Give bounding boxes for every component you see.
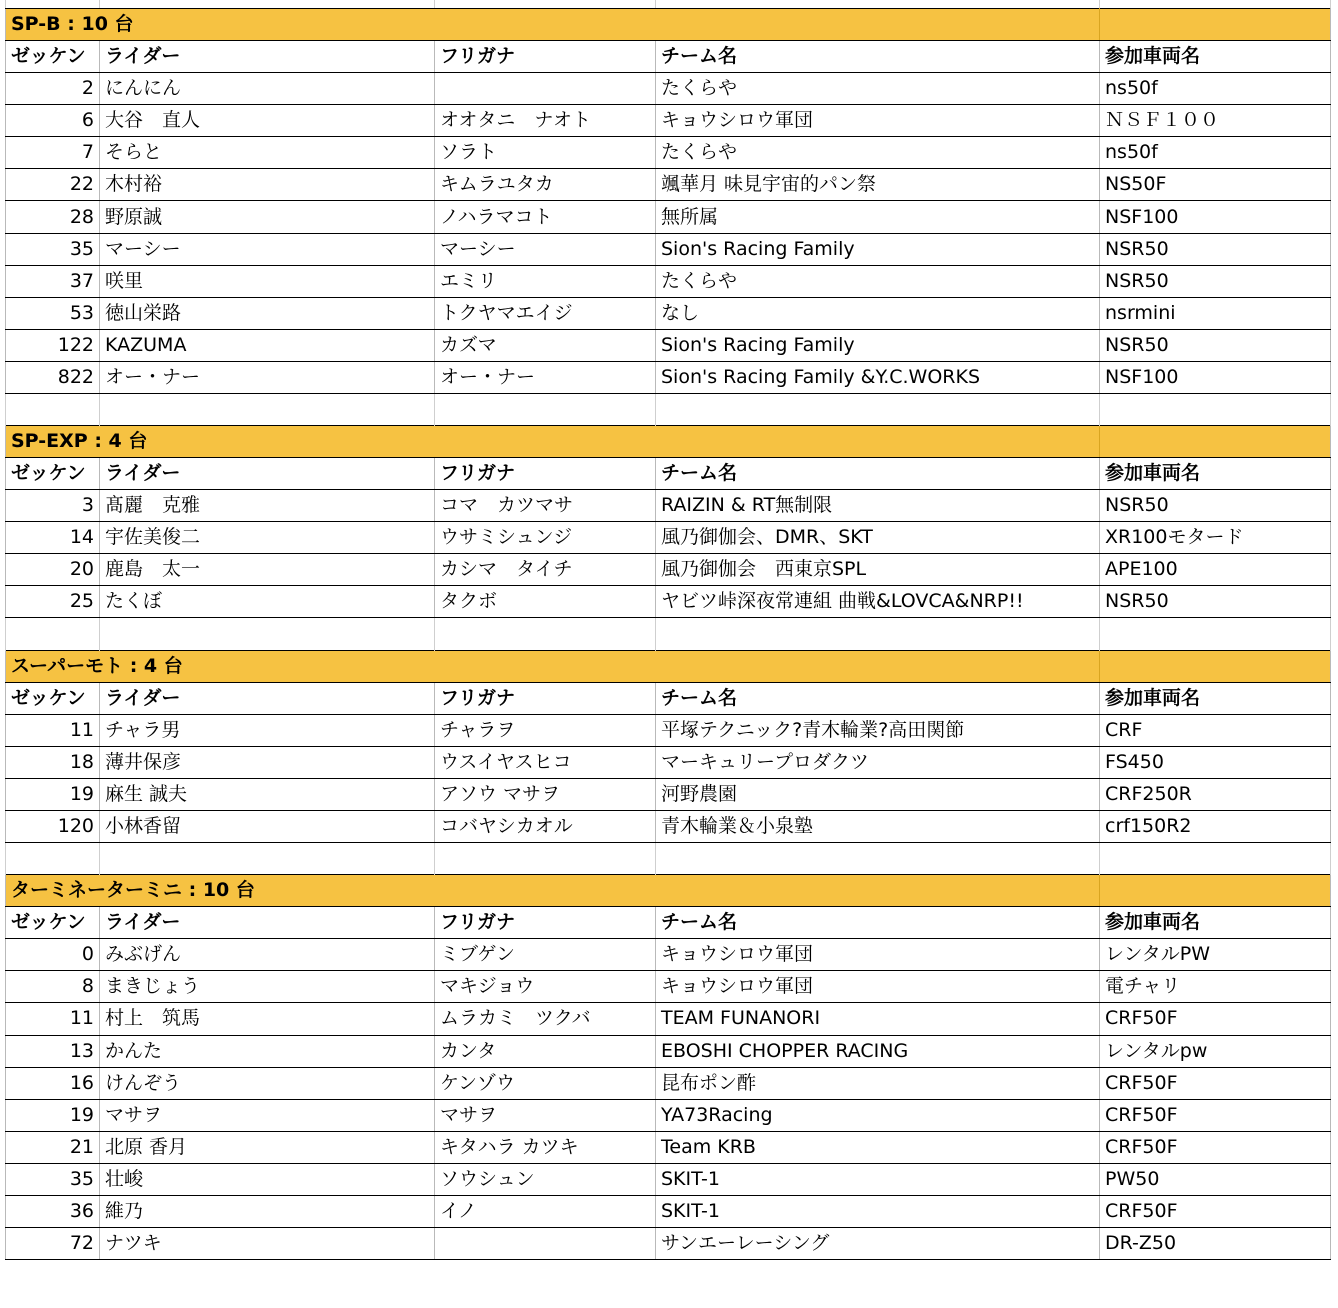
cell-vehicle[interactable]: NSR50 — [1100, 586, 1331, 618]
cell-team[interactable]: YA73Racing — [656, 1099, 1100, 1131]
cell-team[interactable]: キョウシロウ軍団 — [656, 971, 1100, 1003]
cell-furigana[interactable]: ソラト — [435, 137, 656, 169]
cell-rider[interactable]: KAZUMA — [100, 329, 435, 361]
cell-team[interactable]: キョウシロウ軍団 — [656, 939, 1100, 971]
cell-furigana[interactable]: オオタニ ナオト — [435, 105, 656, 137]
column-header-row — [6, 41, 1331, 73]
cell-vehicle[interactable]: CRF — [1100, 714, 1331, 746]
column-header-number[interactable]: ゼッケン — [6, 682, 100, 714]
cell-number[interactable]: 28 — [6, 201, 100, 233]
cell-team[interactable]: キョウシロウ軍団 — [656, 105, 1100, 137]
blank-row — [6, 618, 1331, 650]
column-header-row — [6, 682, 1331, 714]
table-row — [6, 1003, 1331, 1035]
cell-team[interactable]: SKIT-1 — [656, 1195, 1100, 1227]
cell-furigana[interactable]: ソウシュン — [435, 1163, 656, 1195]
cell-team[interactable]: RAIZIN & RT無制限 — [656, 490, 1100, 522]
cell-team[interactable]: Team KRB — [656, 1131, 1100, 1163]
cell-number[interactable]: 11 — [6, 714, 100, 746]
cell-rider[interactable]: 大谷 直人 — [100, 105, 435, 137]
cell-vehicle[interactable]: ns50f — [1100, 73, 1331, 105]
cell-number[interactable]: 25 — [6, 586, 100, 618]
cell-furigana[interactable]: キタハラ カツキ — [435, 1131, 656, 1163]
cell-furigana[interactable] — [435, 1227, 656, 1259]
column-header-row — [6, 458, 1331, 490]
cell-team[interactable]: たくらや — [656, 265, 1100, 297]
section-header — [6, 650, 1331, 682]
cell-number[interactable]: 2 — [6, 73, 100, 105]
column-header-rider[interactable]: ライダー — [100, 458, 435, 490]
column-header-vehicle[interactable]: 参加車両名 — [1100, 41, 1331, 73]
cell-number[interactable]: 53 — [6, 297, 100, 329]
column-header-row — [6, 907, 1331, 939]
cell-rider[interactable]: 咲里 — [100, 265, 435, 297]
cell-team[interactable]: たくらや — [656, 137, 1100, 169]
cell-vehicle[interactable]: CRF50F — [1100, 1195, 1331, 1227]
column-header-team[interactable]: チーム名 — [656, 682, 1100, 714]
section-header-empty-cell[interactable] — [1100, 650, 1331, 682]
cell-number[interactable]: 14 — [6, 522, 100, 554]
cell-rider[interactable]: 村上 筑馬 — [100, 1003, 435, 1035]
cell-rider[interactable]: 鹿島 太一 — [100, 554, 435, 586]
cell-rider[interactable]: 木村裕 — [100, 169, 435, 201]
table-row — [6, 1195, 1331, 1227]
table-row — [6, 714, 1331, 746]
table-row — [6, 361, 1331, 393]
cell-number[interactable]: 21 — [6, 1131, 100, 1163]
column-header-team[interactable]: チーム名 — [656, 41, 1100, 73]
cell-furigana[interactable]: ムラカミ ツクバ — [435, 1003, 656, 1035]
table-row — [6, 137, 1331, 169]
empty-cell[interactable] — [100, 843, 435, 875]
cell-vehicle[interactable]: ＮＳＦ１００ — [1100, 105, 1331, 137]
entry-table — [5, 8, 1331, 1260]
cell-vehicle[interactable]: crf150R2 — [1100, 810, 1331, 842]
cell-team[interactable]: Sion's Racing Family — [656, 329, 1100, 361]
column-header-number[interactable]: ゼッケン — [6, 458, 100, 490]
cell-furigana[interactable]: ミブゲン — [435, 939, 656, 971]
table-row — [6, 586, 1331, 618]
table-row — [6, 1131, 1331, 1163]
cell-vehicle[interactable]: CRF250R — [1100, 778, 1331, 810]
cell-furigana[interactable]: カンタ — [435, 1035, 656, 1067]
table-row — [6, 939, 1331, 971]
cell-furigana[interactable]: ウサミシュンジ — [435, 522, 656, 554]
cell-team[interactable]: ヤビツ峠深夜常連組 曲戦&LOVCA&NRP!! — [656, 586, 1100, 618]
cell-number[interactable]: 3 — [6, 490, 100, 522]
table-row — [6, 490, 1331, 522]
section-header-empty-cell[interactable] — [1100, 426, 1331, 458]
cell-number[interactable]: 22 — [6, 169, 100, 201]
table-row — [6, 1099, 1331, 1131]
section-header-empty-cell[interactable] — [1100, 9, 1331, 41]
empty-cell[interactable] — [100, 393, 435, 425]
column-header-furigana[interactable]: フリガナ — [435, 41, 656, 73]
empty-cell[interactable] — [1100, 618, 1331, 650]
cell-rider[interactable]: 野原誠 — [100, 201, 435, 233]
column-header-furigana[interactable]: フリガナ — [435, 682, 656, 714]
cell-team[interactable]: 無所属 — [656, 201, 1100, 233]
section-title[interactable]: SP-B : 10 台 — [6, 9, 1100, 41]
cell-rider[interactable]: けんぞう — [100, 1067, 435, 1099]
cell-team[interactable]: EBOSHI CHOPPER RACING — [656, 1035, 1100, 1067]
section-header — [6, 426, 1331, 458]
cell-number[interactable]: 19 — [6, 778, 100, 810]
table-row — [6, 810, 1331, 842]
cell-furigana[interactable] — [435, 73, 656, 105]
cell-team[interactable]: たくらや — [656, 73, 1100, 105]
empty-cell[interactable] — [1100, 843, 1331, 875]
cell-vehicle[interactable]: PW50 — [1100, 1163, 1331, 1195]
entry-list-sheet — [5, 8, 1331, 1260]
table-row — [6, 1227, 1331, 1259]
column-header-number[interactable]: ゼッケン — [6, 907, 100, 939]
empty-cell[interactable] — [656, 843, 1100, 875]
sheet-top-gridlines — [5, 0, 1330, 8]
cell-vehicle[interactable]: レンタルPW — [1100, 939, 1331, 971]
cell-rider[interactable]: マーシー — [100, 233, 435, 265]
cell-rider[interactable]: 徳山栄路 — [100, 297, 435, 329]
cell-rider[interactable]: チャラ男 — [100, 714, 435, 746]
cell-number[interactable]: 122 — [6, 329, 100, 361]
cell-team[interactable]: 平塚テクニック?青木輪業?高田関節 — [656, 714, 1100, 746]
empty-cell[interactable] — [6, 393, 100, 425]
cell-vehicle[interactable]: FS450 — [1100, 746, 1331, 778]
cell-rider[interactable]: そらと — [100, 137, 435, 169]
cell-vehicle[interactable]: NSR50 — [1100, 490, 1331, 522]
empty-cell[interactable] — [435, 393, 656, 425]
cell-team[interactable]: Sion's Racing Family &Y.C.WORKS — [656, 361, 1100, 393]
column-header-rider[interactable]: ライダー — [100, 907, 435, 939]
cell-number[interactable]: 36 — [6, 1195, 100, 1227]
table-row — [6, 265, 1331, 297]
cell-furigana[interactable]: キムラユタカ — [435, 169, 656, 201]
table-row — [6, 778, 1331, 810]
section-header-empty-cell[interactable] — [1100, 875, 1331, 907]
table-row — [6, 1035, 1331, 1067]
cell-furigana[interactable]: ウスイヤスヒコ — [435, 746, 656, 778]
cell-number[interactable]: 35 — [6, 233, 100, 265]
cell-rider[interactable]: まきじょう — [100, 971, 435, 1003]
table-row — [6, 169, 1331, 201]
column-header-furigana[interactable]: フリガナ — [435, 907, 656, 939]
cell-vehicle[interactable]: ns50f — [1100, 137, 1331, 169]
empty-cell[interactable] — [6, 843, 100, 875]
cell-vehicle[interactable]: CRF50F — [1100, 1131, 1331, 1163]
table-row — [6, 971, 1331, 1003]
cell-number[interactable]: 8 — [6, 971, 100, 1003]
table-row — [6, 233, 1331, 265]
cell-number[interactable]: 11 — [6, 1003, 100, 1035]
cell-rider[interactable]: 薄井保彦 — [100, 746, 435, 778]
cell-team[interactable]: マーキュリープロダクツ — [656, 746, 1100, 778]
cell-number[interactable]: 16 — [6, 1067, 100, 1099]
table-row — [6, 201, 1331, 233]
cell-number[interactable]: 20 — [6, 554, 100, 586]
cell-rider[interactable]: みぶげん — [100, 939, 435, 971]
cell-vehicle[interactable]: NSR50 — [1100, 329, 1331, 361]
column-header-team[interactable]: チーム名 — [656, 458, 1100, 490]
column-header-vehicle[interactable]: 参加車両名 — [1100, 907, 1331, 939]
table-row — [6, 73, 1331, 105]
cell-furigana[interactable]: マーシー — [435, 233, 656, 265]
table-row — [6, 297, 1331, 329]
cell-furigana[interactable]: マキジョウ — [435, 971, 656, 1003]
cell-rider[interactable]: かんた — [100, 1035, 435, 1067]
cell-vehicle[interactable]: NSF100 — [1100, 201, 1331, 233]
blank-row — [6, 843, 1331, 875]
cell-furigana[interactable]: オー・ナー — [435, 361, 656, 393]
cell-team[interactable]: 青木輪業＆小泉塾 — [656, 810, 1100, 842]
cell-team[interactable]: サンエーレーシング — [656, 1227, 1100, 1259]
cell-vehicle[interactable]: NSR50 — [1100, 265, 1331, 297]
cell-vehicle[interactable]: XR100モタード — [1100, 522, 1331, 554]
cell-furigana[interactable]: トクヤマエイジ — [435, 297, 656, 329]
cell-rider[interactable]: 維乃 — [100, 1195, 435, 1227]
section-title[interactable]: SP-EXP : 4 台 — [6, 426, 1100, 458]
cell-vehicle[interactable]: NSR50 — [1100, 233, 1331, 265]
cell-furigana[interactable]: カシマ タイチ — [435, 554, 656, 586]
section-header — [6, 9, 1331, 41]
cell-rider[interactable]: 髙麗 克雅 — [100, 490, 435, 522]
column-header-number[interactable]: ゼッケン — [6, 41, 100, 73]
column-header-rider[interactable]: ライダー — [100, 41, 435, 73]
column-header-vehicle[interactable]: 参加車両名 — [1100, 458, 1331, 490]
cell-rider[interactable]: ナツキ — [100, 1227, 435, 1259]
section-title[interactable]: ターミネーターミニ : 10 台 — [6, 875, 1100, 907]
cell-number[interactable]: 822 — [6, 361, 100, 393]
empty-cell[interactable] — [6, 618, 100, 650]
cell-number[interactable]: 35 — [6, 1163, 100, 1195]
section-title[interactable]: スーパーモト : 4 台 — [6, 650, 1100, 682]
cell-team[interactable]: 昆布ポン酢 — [656, 1067, 1100, 1099]
cell-number[interactable]: 72 — [6, 1227, 100, 1259]
cell-team[interactable]: なし — [656, 297, 1100, 329]
cell-rider[interactable]: たくぼ — [100, 586, 435, 618]
cell-number[interactable]: 6 — [6, 105, 100, 137]
cell-vehicle[interactable]: CRF50F — [1100, 1099, 1331, 1131]
cell-rider[interactable]: にんにん — [100, 73, 435, 105]
empty-cell[interactable] — [435, 843, 656, 875]
cell-furigana[interactable]: チャラヲ — [435, 714, 656, 746]
cell-number[interactable]: 13 — [6, 1035, 100, 1067]
cell-vehicle[interactable]: nsrmini — [1100, 297, 1331, 329]
cell-furigana[interactable]: カズマ — [435, 329, 656, 361]
cell-rider[interactable]: 小林香留 — [100, 810, 435, 842]
column-header-rider[interactable]: ライダー — [100, 682, 435, 714]
cell-rider[interactable]: 北原 香月 — [100, 1131, 435, 1163]
table-row — [6, 329, 1331, 361]
cell-number[interactable]: 18 — [6, 746, 100, 778]
cell-team[interactable]: SKIT-1 — [656, 1163, 1100, 1195]
cell-vehicle[interactable]: NS50F — [1100, 169, 1331, 201]
cell-rider[interactable]: 麻生 誠夫 — [100, 778, 435, 810]
cell-team[interactable]: 風乃御伽会、DMR、SKT — [656, 522, 1100, 554]
cell-furigana[interactable]: コマ カツマサ — [435, 490, 656, 522]
cell-furigana[interactable]: タクボ — [435, 586, 656, 618]
table-row — [6, 746, 1331, 778]
cell-number[interactable]: 37 — [6, 265, 100, 297]
cell-vehicle[interactable]: CRF50F — [1100, 1003, 1331, 1035]
section-header — [6, 875, 1331, 907]
empty-cell[interactable] — [656, 393, 1100, 425]
cell-number[interactable]: 19 — [6, 1099, 100, 1131]
cell-furigana[interactable]: マサヲ — [435, 1099, 656, 1131]
cell-rider[interactable]: 宇佐美俊二 — [100, 522, 435, 554]
cell-vehicle[interactable]: レンタルpw — [1100, 1035, 1331, 1067]
blank-row — [6, 393, 1331, 425]
cell-number[interactable]: 0 — [6, 939, 100, 971]
cell-number[interactable]: 120 — [6, 810, 100, 842]
table-row — [6, 554, 1331, 586]
column-header-team[interactable]: チーム名 — [656, 907, 1100, 939]
cell-furigana[interactable]: アソウ マサヲ — [435, 778, 656, 810]
empty-cell[interactable] — [656, 618, 1100, 650]
cell-rider[interactable]: オー・ナー — [100, 361, 435, 393]
empty-cell[interactable] — [1100, 393, 1331, 425]
table-row — [6, 1067, 1331, 1099]
cell-vehicle[interactable]: NSF100 — [1100, 361, 1331, 393]
cell-furigana[interactable]: イノ — [435, 1195, 656, 1227]
table-row — [6, 105, 1331, 137]
cell-furigana[interactable]: ノハラマコト — [435, 201, 656, 233]
cell-rider[interactable]: マサヲ — [100, 1099, 435, 1131]
column-header-vehicle[interactable]: 参加車両名 — [1100, 682, 1331, 714]
column-header-furigana[interactable]: フリガナ — [435, 458, 656, 490]
cell-vehicle[interactable]: APE100 — [1100, 554, 1331, 586]
cell-furigana[interactable]: コバヤシカオル — [435, 810, 656, 842]
cell-team[interactable]: 颯華月 味見宇宙的パン祭 — [656, 169, 1100, 201]
cell-furigana[interactable]: ケンゾウ — [435, 1067, 656, 1099]
table-row — [6, 522, 1331, 554]
cell-vehicle[interactable]: 電チャリ — [1100, 971, 1331, 1003]
cell-team[interactable]: Sion's Racing Family — [656, 233, 1100, 265]
cell-team[interactable]: TEAM FUNANORI — [656, 1003, 1100, 1035]
cell-team[interactable]: 風乃御伽会 西東京SPL — [656, 554, 1100, 586]
empty-cell[interactable] — [100, 618, 435, 650]
cell-vehicle[interactable]: CRF50F — [1100, 1067, 1331, 1099]
cell-vehicle[interactable]: DR-Z50 — [1100, 1227, 1331, 1259]
empty-cell[interactable] — [435, 618, 656, 650]
cell-team[interactable]: 河野農園 — [656, 778, 1100, 810]
cell-rider[interactable]: 壮峻 — [100, 1163, 435, 1195]
cell-number[interactable]: 7 — [6, 137, 100, 169]
cell-furigana[interactable]: エミリ — [435, 265, 656, 297]
table-row — [6, 1163, 1331, 1195]
